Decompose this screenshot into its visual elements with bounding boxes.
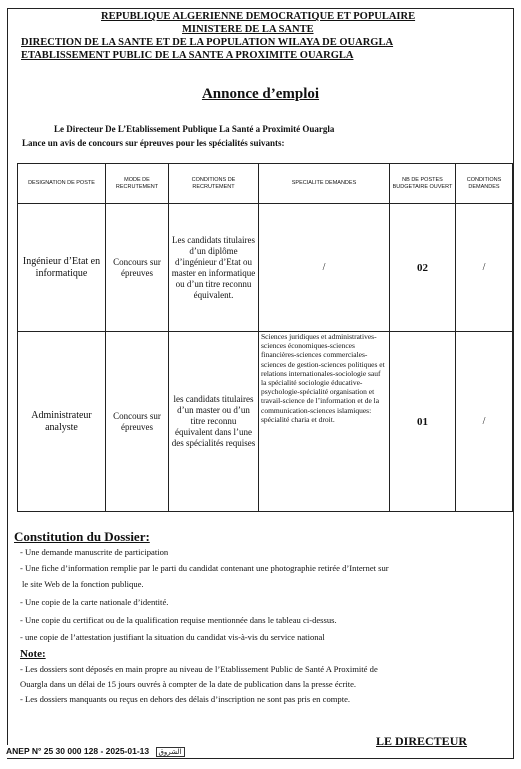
header-conditions: CONDITIONS DE RECRUTEMENT xyxy=(169,164,259,204)
header-designation: DESIGNATION DE POSTE xyxy=(18,164,106,204)
cell-conditions: Les candidats titulaires d’un diplôme d’ingénieur d’Etat ou master en informatique ou d’un titre reconnu équivalent. xyxy=(169,204,259,332)
header-speciality: SPECIALITE DEMANDES xyxy=(259,164,390,204)
header-demands: CONDITIONS DEMANDES xyxy=(456,164,513,204)
dossier-item: - une copie de l’attestation justifiant la situation du candidat vis-à-vis du service national xyxy=(20,632,325,642)
dossier-item: - Une copie du certificat ou de la qualification requise mentionnée dans le tableau ci-dessus. xyxy=(20,615,337,625)
cell-demands: / xyxy=(456,204,513,332)
dossier-item: - Une copie de la carte nationale d’identité. xyxy=(20,597,169,607)
intro-line-2: Lance un avis de concours sur épreuves pour les spécialités suivants: xyxy=(22,138,285,148)
cell-positions: 02 xyxy=(390,204,456,332)
cell-post: Administrateur analyste xyxy=(18,332,106,512)
director-signature: LE DIRECTEUR xyxy=(376,734,468,748)
newspaper-logo: الشروق xyxy=(156,747,185,757)
job-offers-table xyxy=(17,163,513,512)
dossier-item: le site Web de la fonction publique. xyxy=(22,579,144,589)
dossier-item: - Une demande manuscrite de participation xyxy=(20,547,169,557)
page-title: Annonce d’emploi xyxy=(201,86,320,102)
header-ministry: MINISTERE DE LA SANTE xyxy=(182,24,314,35)
cell-demands: / xyxy=(456,332,513,512)
table-row xyxy=(18,204,513,332)
cell-post: Ingénieur d’Etat en informatique xyxy=(18,204,106,332)
note-item: - Les dossiers manquants ou reçus en dehors des délais d’inscription ne sont pas pris en compte. xyxy=(20,694,351,704)
dossier-item: - Une fiche d’information remplie par le parti du candidat contenant une photographie retirée d’Internet sur xyxy=(20,563,389,573)
note-item: Ouargla dans un délai de 15 jours ouvrés à compter de la date de publication dans la presse écrite. xyxy=(20,679,357,689)
header-direction: DIRECTION DE LA SANTE ET DE LA POPULATION WILAYA DE OUARGLA xyxy=(21,37,394,48)
dossier-title: Constitution du Dossier: xyxy=(14,529,150,544)
cell-positions: 01 xyxy=(390,332,456,512)
note-item: - Les dossiers sont déposés en main propre au niveau de l’Etablissement Public de Santé A Proximité de xyxy=(20,664,378,674)
cell-mode: Concours sur épreuves xyxy=(106,332,169,512)
anep-number: ANEP N° 25 30 000 128 - 2025-01-13 xyxy=(6,746,150,756)
header-positions: NB DE POSTES BUDGETAIRE OUVERT xyxy=(390,164,456,204)
intro-line-1: Le Directeur De L’Etablissement Publique La Santé a Proximité Ouargla xyxy=(54,124,335,134)
cell-conditions: les candidats titulaires d’un master ou d’un titre reconnu équivalent dans l’une des spécialités requises xyxy=(169,332,259,512)
header-establishment: ETABLISSEMENT PUBLIC DE LA SANTE A PROXIMITE OUARGLA xyxy=(21,50,354,61)
anep-reference xyxy=(4,745,187,758)
table-row xyxy=(18,332,513,512)
note-title: Note: xyxy=(20,648,46,660)
table-header-row xyxy=(18,164,513,204)
cell-speciality: / xyxy=(259,204,390,332)
cell-speciality: Sciences juridiques et administratives-sciences économiques-sciences financières-sciences commerciales-sciences de gestion-sciences politiques et relations internationales-sociologie sauf la spécialité sociologie éducative-psychologie-spécialité organisation et travail-science de l’information et de la communication-sciences islamiques: spécialité charia et droit. xyxy=(259,332,390,512)
header-republic: REPUBLIQUE ALGERIENNE DEMOCRATIQUE ET POPULAIRE xyxy=(101,11,416,22)
cell-mode: Concours sur épreuves xyxy=(106,204,169,332)
header-mode: MODE DE RECRUTEMENT xyxy=(106,164,169,204)
